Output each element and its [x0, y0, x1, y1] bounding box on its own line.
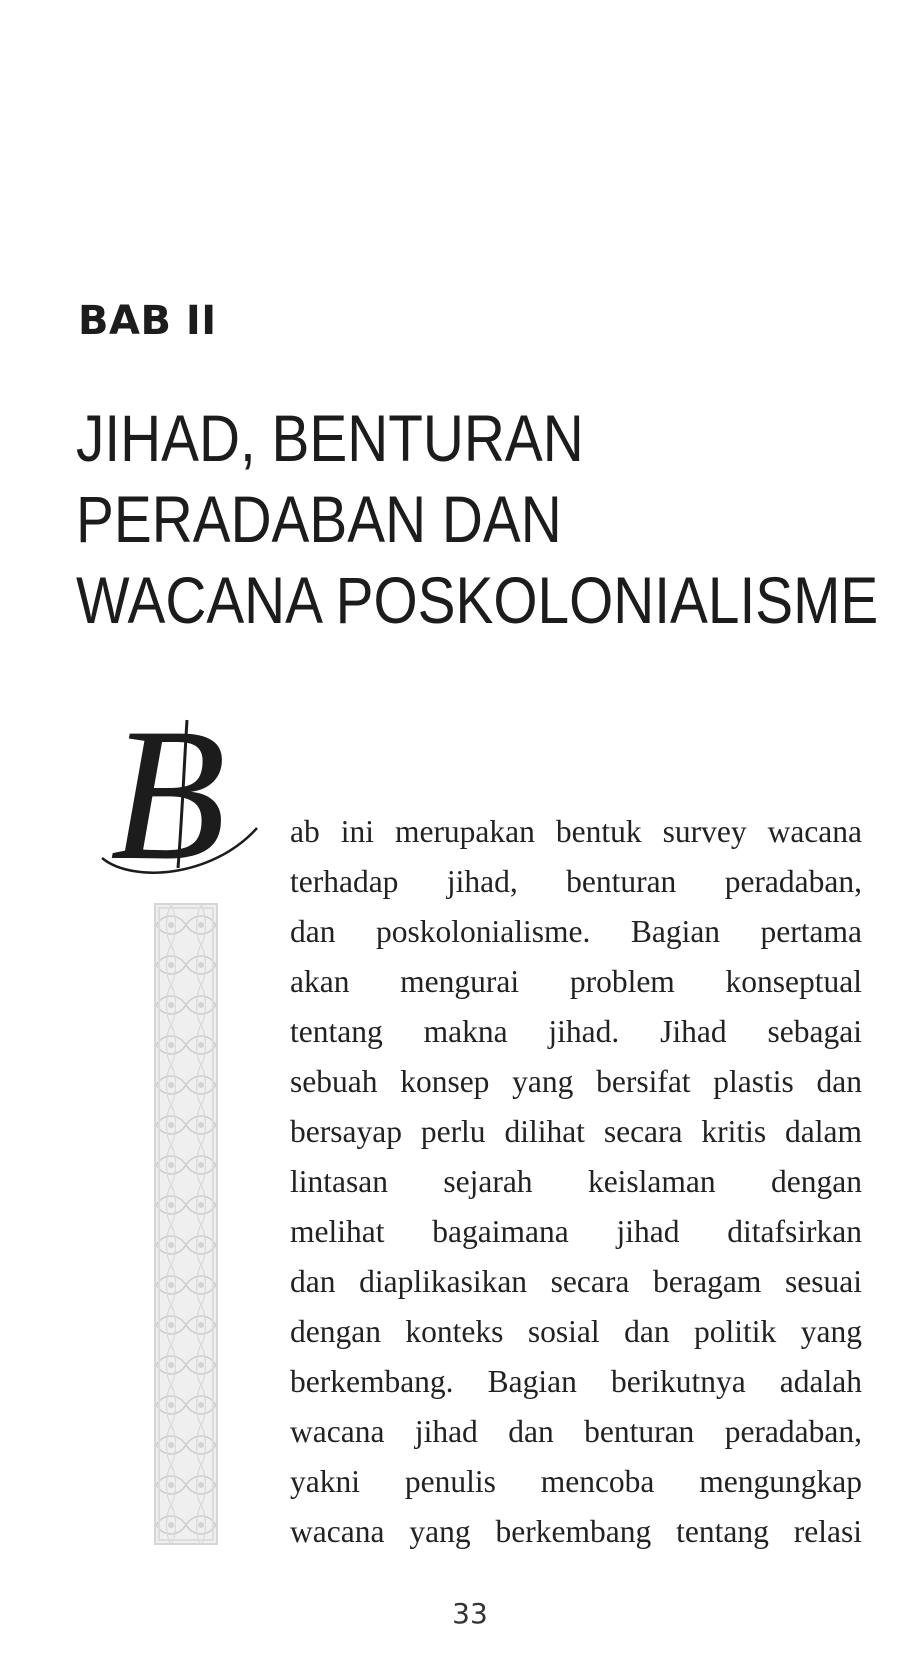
chapter-title-line: JIHAD, BENTURAN [76, 401, 584, 475]
body-line: yakni penulis mencoba mengungkap [290, 1464, 862, 1499]
body-line: akan mengurai problem konseptual [290, 964, 862, 999]
drop-cap-letter: B [110, 708, 227, 888]
body-line: sebuah konsep yang bersifat plastis dan [290, 1064, 862, 1099]
page-number: 33 [452, 1597, 488, 1630]
body-line: dan diaplikasikan secara beragam sesuai [290, 1264, 862, 1299]
body-line: bersayap perlu dilihat secara kritis dalam [290, 1114, 862, 1149]
body-line: berkembang. Bagian berikutnya adalah [290, 1364, 862, 1399]
chapter-title [76, 398, 879, 641]
body-line: melihat bagaimana jihad ditafsirkan [290, 1214, 862, 1249]
body-line: tentang makna jihad. Jihad sebagai [290, 1014, 862, 1049]
body-line: ab ini merupakan bentuk survey wacana [290, 814, 862, 849]
body-line: dengan konteks sosial dan politik yang [290, 1314, 862, 1349]
ornament-bar [154, 903, 218, 1545]
body-line: lintasan sejarah keislaman dengan [290, 1164, 862, 1199]
chapter-label: BAB II [78, 298, 217, 344]
drop-cap [92, 708, 272, 888]
body-line: terhadap jihad, benturan peradaban, [290, 864, 862, 899]
chapter-title-line: WACANA POSKOLONIALISME [76, 563, 879, 637]
body-line: dan poskolonialisme. Bagian pertama [290, 914, 862, 949]
body-paragraph [290, 807, 862, 1557]
body-line: wacana jihad dan benturan peradaban, [290, 1414, 862, 1449]
body-line: wacana yang berkembang tentang relasi [290, 1514, 862, 1549]
chapter-title-line: PERADABAN DAN [76, 482, 562, 556]
